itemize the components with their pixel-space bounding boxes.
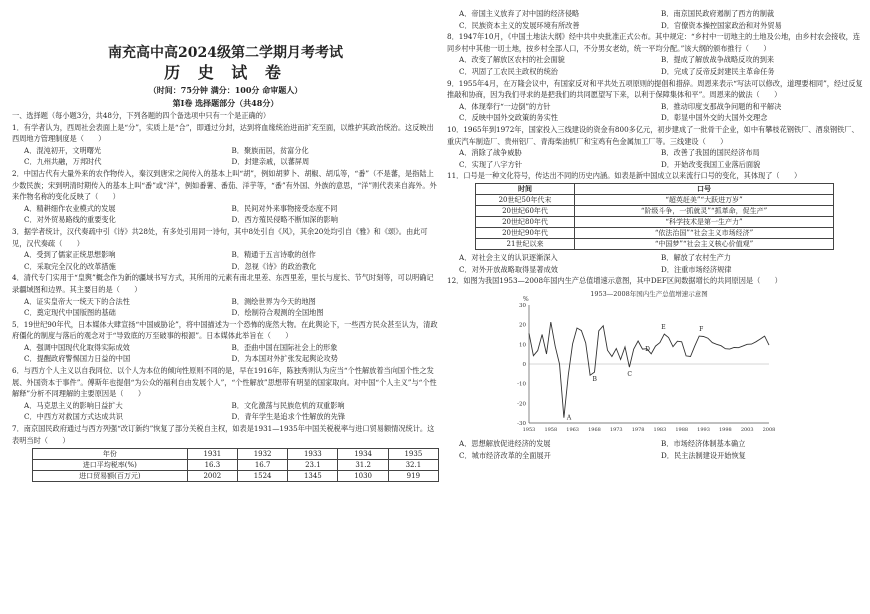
table-cell: 进口贸易额(百万元) — [33, 471, 188, 482]
option: B．解放了农村生产力 — [661, 252, 731, 262]
question-stem: 5．19世纪90年代，日本媒体大肆宣扬“中国威胁论”，将中国描述为一个恐怖的庞然大物。在此舆论下，一些西方民众甚至认为，清政府僵化的制度与落后的观念对于“导致底的万至破事的根源”。日本媒体此举旨在（ ） — [12, 319, 438, 341]
chart-title: 1953—2008年国内生产总值增速示意图 — [590, 289, 708, 298]
table-row — [476, 205, 834, 216]
table-cell: 31.2 — [338, 460, 388, 471]
table-header-row — [476, 183, 834, 194]
table-row — [33, 460, 439, 471]
header-cell: 时间 — [476, 183, 575, 194]
option: A．改变了解放区农村的社会面貌 — [459, 55, 565, 65]
table-cell: 20世纪80年代 — [476, 216, 575, 227]
point-label-C: C — [627, 370, 632, 378]
option: A．对社会主义的认识逐渐深入 — [459, 252, 558, 262]
table-cell: “依法治国”“社会主义市场经济” — [575, 227, 834, 238]
option: C．九州共融，万邦时代 — [24, 157, 102, 167]
option: A．强调中国现代化取得实际成效 — [24, 342, 130, 352]
gdp-growth-chart — [507, 287, 777, 435]
option: B．精通于五言诗歌的创作 — [231, 250, 316, 260]
x-tick-label: 1998 — [718, 426, 732, 433]
table-cell: 16.7 — [237, 460, 287, 471]
slogan-table — [475, 183, 834, 250]
left-question — [12, 365, 439, 423]
point-label-E: E — [661, 323, 666, 331]
x-tick-label: 1958 — [544, 426, 558, 433]
exam-meta: （时间：75分钟 满分：100分 命审题人） — [148, 85, 303, 95]
y-tick-label: -20 — [517, 401, 526, 408]
option: D．注重市场经济规律 — [661, 264, 732, 274]
y-tick-label: 20 — [519, 322, 526, 329]
y-tick-label: -10 — [517, 381, 526, 388]
option: C．民族资本主义的发展环境有所改善 — [459, 20, 580, 30]
table-cell: “超英赶美”“大跃进万岁” — [575, 194, 834, 205]
gdp-series-line — [529, 322, 769, 418]
question-stem: 2．中国古代有大量外来的农作物传入，秦汉到唐宋之间传入的基本上叫“胡”，例如胡萝卜、胡椒、胡瓜等，“番”（不是蕃，是指陆上少数民族；宋到明清时期传入的基本上叫“番”或“洋”，例如番薯、番茄、洋芋等，“番”有外国、外族的意思，“洋”则代表来自海外。外来作物名称的变化反映了（ ） — [12, 168, 437, 202]
question-list — [12, 122, 439, 447]
option: D．完成了反帝反封建民主革命任务 — [661, 66, 775, 76]
left-question — [12, 423, 439, 446]
option: D．民主法制建设开始恢复 — [661, 450, 746, 460]
x-tick-label: 1963 — [566, 426, 580, 433]
table-header-row — [33, 449, 439, 460]
right-question — [447, 31, 863, 77]
option: B．文化激荡与民族危机的双重影响 — [231, 400, 345, 410]
x-tick-label: 1983 — [653, 426, 667, 433]
x-tick-label: 1953 — [522, 426, 536, 433]
y-axis-label: % — [523, 295, 529, 303]
option: D．为本国对外扩张发起舆论攻势 — [231, 354, 338, 364]
option: D．忽视《诗》的政治教化 — [231, 261, 317, 271]
option: C．实现了八字方针 — [459, 159, 523, 169]
table-cell: 16.3 — [187, 460, 237, 471]
header-cell: 1933 — [288, 449, 338, 460]
header-cell: 1934 — [338, 449, 388, 460]
question-options — [12, 342, 439, 365]
option: A．混沌初开，文明曙光 — [24, 145, 102, 155]
question-options — [12, 203, 439, 226]
option: A．体现奉行“一边倒”的方针 — [459, 101, 551, 111]
header-cell: 口号 — [575, 183, 834, 194]
option: D．西方殖民侵略不断加深的影响 — [231, 215, 338, 225]
option: B．聚族而居，贫富分化 — [231, 145, 309, 155]
table-cell: 23.1 — [288, 460, 338, 471]
trade-table — [32, 448, 439, 482]
header-cell: 1931 — [187, 449, 237, 460]
question-stem: 11．口号是一种文化符号，传达出不同的历史内涵。如表是新中国成立以来流行口号的变化，其体现了（ ） — [447, 171, 802, 181]
table-cell: 1345 — [288, 471, 338, 482]
q12-stem: 12．如图为我国1953—2008年国内生产总值增速示意图，其中DEF区间数据增长的共同原因是（ ） — [447, 276, 782, 286]
point-label-D: D — [645, 345, 650, 353]
instructions: 一、选择题（每小题3分，共48分，下列各题的四个备选项中只有一个是正确的） — [12, 111, 271, 120]
option: C．中西方对救国方式达成共识 — [24, 412, 123, 422]
option: C．提醒政府警惕国力日益的中国 — [24, 354, 131, 364]
section-heading: 第Ⅰ卷 选择题部分（共48分） — [172, 98, 279, 108]
left-question — [12, 272, 439, 318]
right-question — [447, 170, 863, 182]
question-stem: 9．1955年4月，在万隆会议中，有国家反对和平共处五项原则的提倡和措辞。周恩来表示“写法可以修改，道理要相同”，经过反复推敲和协商，因为我们寻求的是把我们的共同愿望写下来，以利于保障集体和平”。周恩来的做法（ ） — [447, 78, 863, 100]
left-question — [12, 319, 439, 365]
table-cell: 进口平均税率(%) — [33, 460, 188, 471]
table-cell: 1524 — [237, 471, 287, 482]
exam-title: 南充高中高2024级第二学期月考考试 — [108, 45, 343, 61]
option: A．帝国主义放弃了对中国的经济侵略 — [459, 9, 580, 18]
question-options — [12, 249, 439, 272]
question-stem: 6．与西方个人主义以自我同位、以个人为本位的倾向性原则不同的是，早在1916年，陈独秀则认为应当“个性解放着当向国个性之发展、外国资本于事件”。傅斯年也提倡“为公众的福利自由发展个人”，“个性解放”思想带有明显的国家取向。对中国“个人主义”与“个性解释”分析不同理解的主要原因是（ ） — [12, 366, 437, 399]
right-question — [447, 78, 863, 124]
left-question — [12, 122, 439, 168]
option: D．封建亲戚，以蕃屏周 — [231, 157, 310, 167]
question-options — [447, 8, 863, 31]
option: B．民间对外来事物接受态度不同 — [231, 203, 338, 213]
option: D．青年学生是追求个性解放的先锋 — [231, 412, 346, 422]
table-row — [476, 238, 834, 249]
option: D．绘制符合观测的全国地图 — [231, 308, 324, 318]
question-stem: 8．1947年10月，《中国土地法大纲》经中共中央批准正式公布。其中规定：“乡村中一切地主的土地及公地，由乡村农会接收，连同乡村中其他一切土地，按乡村全部人口，不分男女老幼，统一平均分配。”该大纲的颁布推行（ ） — [447, 32, 861, 53]
option: C．城市经济改革的全面展开 — [459, 450, 551, 460]
left-question — [12, 168, 439, 226]
x-tick-label: 1973 — [609, 426, 623, 433]
option: D．官僚资本操控国家政治和对外贸易 — [661, 20, 782, 30]
option: B．改善了我国的国民经济布局 — [661, 148, 760, 158]
table-row — [476, 194, 834, 205]
option: A．精耕细作农业模式的发展 — [24, 203, 116, 213]
question-options — [447, 147, 863, 170]
point-label-A: A — [566, 414, 572, 422]
gdp-chart-wrapper — [507, 287, 863, 439]
option: D．开始改变我国工业落后面貌 — [661, 159, 761, 169]
header-cell: 年份 — [33, 449, 188, 460]
option: C．奠定现代中国版图的基础 — [24, 308, 116, 318]
option: A．受到了儒家正统思想影响 — [24, 250, 116, 260]
table-cell: “阶级斗争，一抓就灵”“抓革命，促生产” — [575, 205, 834, 216]
q11-options — [447, 252, 863, 275]
option: B．推动印度支那战争问题的和平解决 — [661, 101, 782, 111]
question-stem: 1．有学者认为，西周社会表面上是“分”，实质上是“合”，即通过分封，达到将血缘统治进而扩充至面，以维护其政治统治。这反映出西周地方管理制度是（ ） — [12, 122, 434, 144]
question-options — [12, 145, 439, 168]
right-question — [447, 8, 863, 31]
x-tick-label: 2008 — [762, 426, 776, 433]
table-cell: 919 — [388, 471, 438, 482]
option: A．消除了战争威胁 — [459, 148, 522, 158]
table-cell: 20世纪90年代 — [476, 227, 575, 238]
table-cell: “中国梦”“社会主义核心价值观” — [575, 238, 834, 249]
table-cell: “科学技术是第一生产力” — [575, 216, 834, 227]
question-options — [12, 296, 439, 319]
y-tick-label: 10 — [519, 342, 526, 349]
header-cell: 1935 — [388, 449, 438, 460]
option: C．对外贸易路线的重要变化 — [24, 215, 116, 225]
table-cell: 1030 — [338, 471, 388, 482]
question-stem: 10．1965年到1972年，国家投入三线建设的资金有800多亿元，初步建成了一批骨干企业，如中有攀枝花钢铁厂、酒泉钢铁厂、重庆汽车制造厂、贵州铝厂、青海柴油机厂和宝鸡有色金属加工厂等。三线建设（ ） — [447, 124, 859, 146]
option: C．巩固了工农民主政权的统治 — [459, 66, 558, 76]
right-question — [447, 124, 863, 170]
y-tick-label: -30 — [517, 420, 526, 427]
question-options — [447, 54, 863, 77]
question-options — [447, 101, 863, 124]
header-cell: 1932 — [237, 449, 287, 460]
x-tick-label: 1993 — [697, 426, 710, 433]
question-options — [12, 400, 439, 423]
table-cell: 2002 — [187, 471, 237, 482]
y-tick-label: 0 — [522, 361, 526, 368]
y-tick-label: 30 — [519, 302, 526, 309]
option: A．思想解放促进经济的发展 — [459, 439, 551, 449]
option: B．市场经济体制基本确立 — [661, 439, 746, 449]
table-row — [476, 227, 834, 238]
table-row — [33, 471, 439, 482]
table-cell: 20世纪50年代末 — [476, 194, 575, 205]
x-tick-label: 1968 — [588, 426, 601, 433]
option: C．反映中国外交政策的务实性 — [459, 113, 558, 123]
option: C．对外开放战略取得显著成效 — [459, 264, 558, 274]
option: B．歪曲中国在国际社会上的形象 — [231, 342, 338, 352]
table-row — [476, 216, 834, 227]
point-label-F: F — [699, 325, 704, 333]
question-list-right — [447, 8, 863, 182]
option: C．采取完全汉化的改革措施 — [24, 261, 116, 271]
option: B．南京国民政府遏制了西方的制裁 — [661, 9, 775, 18]
question-stem: 4．清代专门实用于“皇舆”概念作为新的疆域书写方式，其所用的元素有南北里差、东西里差，里长与度长、节气时刻等，可以明确记录疆域图和边界。其主要目的是（ ） — [12, 273, 434, 294]
q12-options — [447, 438, 863, 461]
point-label-B: B — [592, 375, 597, 383]
option: B．测绘世界为今天的地图 — [231, 296, 316, 306]
table-cell: 21世纪以来 — [476, 238, 575, 249]
option: D．彰显中国外交的大国外交理念 — [661, 113, 768, 123]
exam-subtitle: 历 史 试 卷 — [164, 63, 287, 82]
option: A．证实皇帝大一统天下的合法性 — [24, 296, 130, 306]
question-stem: 7．南京国民政府通过与西方列强“改订新约”恢复了部分关税自主权，如表是1931—1935年中国关税税率与进口贸易额情况统计。这表明当时（ ） — [12, 424, 435, 445]
table-cell: 32.1 — [388, 460, 438, 471]
x-tick-label: 1978 — [631, 426, 645, 433]
right-column — [447, 8, 863, 461]
left-question — [12, 226, 439, 272]
x-tick-label: 2003 — [740, 426, 754, 433]
x-tick-label: 1988 — [675, 426, 689, 433]
table-cell: 20世纪60年代 — [476, 205, 575, 216]
left-column — [12, 8, 439, 482]
question-stem: 3．据学者统计，汉代奏疏中引《诗》共28处，有多处引用同一诗句，其中8处引自《风》，其余20处均引自《雅》和《颂》。由此可见，汉代奏疏（ ） — [12, 226, 428, 248]
option: A．马克思主义的影响日益扩大 — [24, 400, 123, 410]
option: B．提成了解放战争战略反攻的到来 — [661, 55, 775, 65]
